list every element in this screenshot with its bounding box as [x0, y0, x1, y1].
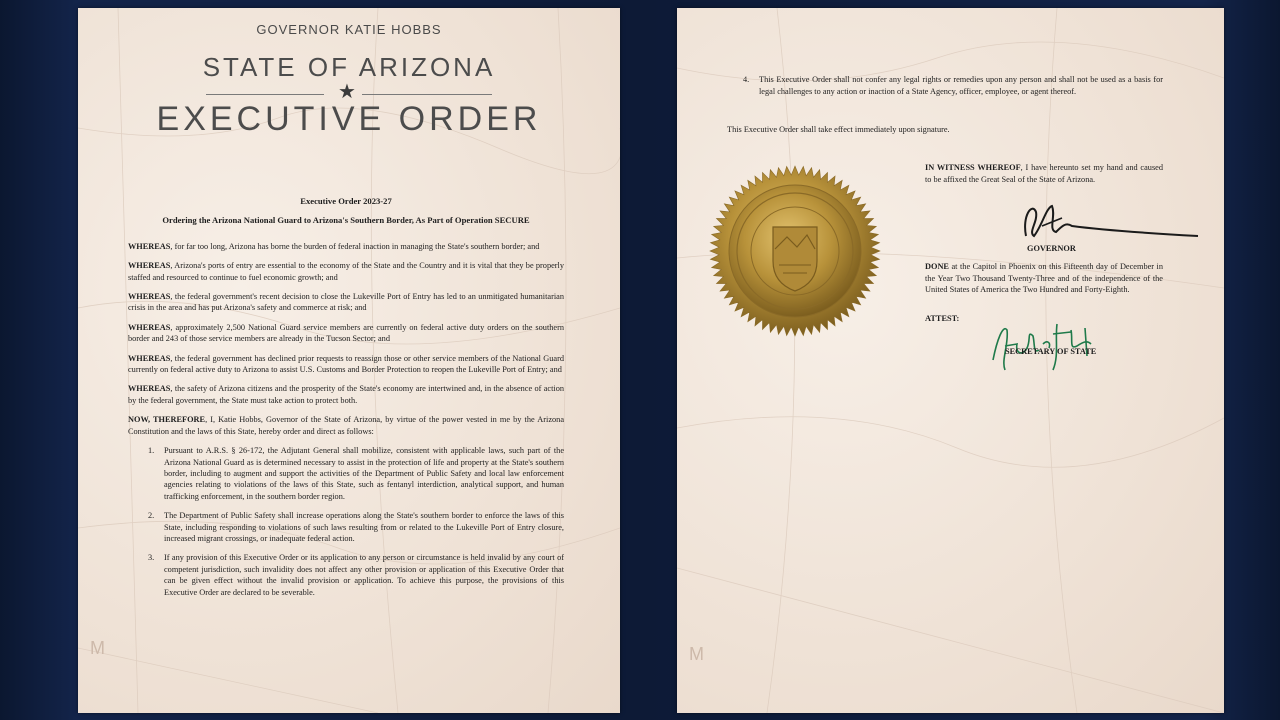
- map-watermark-letter: M: [689, 644, 704, 664]
- order-item: 3. If any provision of this Executive Order or its application to any person or circumstance is held invalid by any court of competent jurisdiction, such invalidity does not affect any other provision or application of this Executive Order that can be given effect without the invalid provision or application. To achieve this purpose, the provisions of this Executive Order are declared to be severable.: [148, 553, 564, 597]
- order-number: Executive Order 2023-27: [300, 196, 392, 206]
- whereas-paragraph: WHEREAS, approximately 2,500 National Guard service members are currently on federal active duty orders on the southern border and 243 of those service members are already in the Tucson Sector; and: [128, 322, 564, 344]
- order-body: [128, 196, 564, 606]
- now-therefore-paragraph: NOW, THEREFORE, I, Katie Hobbs, Governor of the State of Arizona, by virtue of the power vested in me by the Arizona Constitution and the laws of this State, hereby order and direct as follows:: [128, 415, 564, 436]
- divider-left: [206, 94, 324, 95]
- arizona-map-watermark: [677, 8, 1224, 713]
- executive-order-page-1: [78, 8, 620, 713]
- attest-label: ATTEST:: [925, 314, 960, 323]
- order-heading: EXECUTIVE ORDER: [156, 100, 542, 138]
- whereas-paragraph: WHEREAS, the safety of Arizona citizens and the prosperity of the State's economy are intertwined and, in the absence of action by the federal government, the State must take action to protect both.: [128, 384, 564, 405]
- divider-right: [362, 94, 492, 95]
- secretary-of-state-label: SECRETARY OF STATE: [1005, 347, 1097, 356]
- governor-signature: [1012, 196, 1202, 250]
- done-clause: DONE at the Capitol in Phoenix on this Fifteenth day of December in the Year Two Thousand Twenty-Three and of the independence of the United States of America the Two Hundred and Forty-Eighth.: [925, 262, 1163, 295]
- state-title: STATE OF ARIZONA: [202, 52, 496, 82]
- order-title: Ordering the Arizona National Guard to Arizona's Southern Border, As Part of Operation SECURE: [162, 215, 530, 226]
- whereas-paragraph: WHEREAS, the federal government has declined prior requests to reassign those or other service members of the National Guard currently on federal active duty to Arizona to assist U.S. Customs and Border Protection to reopen the Lukeville Port of Entry; and: [128, 353, 564, 375]
- order-item: 4. This Executive Order shall not confer any legal rights or remedies upon any person and shall not be used as a basis for legal challenges to any action or inaction of a State Agency, officer, employee, or agent thereof.: [743, 75, 1163, 96]
- effective-statement: This Executive Order shall take effect immediately upon signature.: [727, 125, 950, 134]
- great-seal-of-arizona-icon: [709, 165, 881, 337]
- order-item: 2. The Department of Public Safety shall increase operations along the State's southern border to enforce the laws of this State, including responding to violations of such laws resulting from or related to the Lukeville Port of Entry closure, increased migrant crossings, or inadequate federal action.: [148, 511, 564, 543]
- whereas-paragraph: WHEREAS, Arizona's ports of entry are essential to the economy of the State and the Country and it is vital that they be properly staffed and resourced to continue to fuel economic growth; and: [128, 261, 564, 282]
- order-item: 1. Pursuant to A.R.S. § 26-172, the Adjutant General shall mobilize, consistent with applicable laws, such part of the Arizona National Guard as is determined necessary to assist in the protection of life and property at the State's southern border, including to augment and support the activities of the Department of Public Safety and local law enforcement agencies relating to violations of the laws of this State, such as fentanyl interdiction, analytical support, and human trafficking enforcement, in the southern border region.: [148, 446, 564, 501]
- governor-name: GOVERNOR KATIE HOBBS: [256, 22, 442, 37]
- whereas-paragraph: WHEREAS, for far too long, Arizona has borne the burden of federal inaction in managing the State's southern border; and: [128, 241, 540, 251]
- map-watermark-letter: M: [90, 638, 105, 658]
- whereas-paragraph: WHEREAS, the federal government's recent decision to close the Lukeville Port of Entry has led to an unmitigated humanitarian crisis in the area and has put Arizona's safety and commerce at risk; and: [128, 292, 564, 313]
- governor-label: GOVERNOR: [1027, 244, 1076, 253]
- witness-clause: IN WITNESS WHEREOF, I have hereunto set my hand and caused to be affixed the Great Seal of the State of Arizona.: [925, 163, 1164, 184]
- star-icon: ★: [338, 81, 356, 103]
- executive-order-page-2: [677, 8, 1224, 713]
- secretary-signature: [987, 310, 1107, 380]
